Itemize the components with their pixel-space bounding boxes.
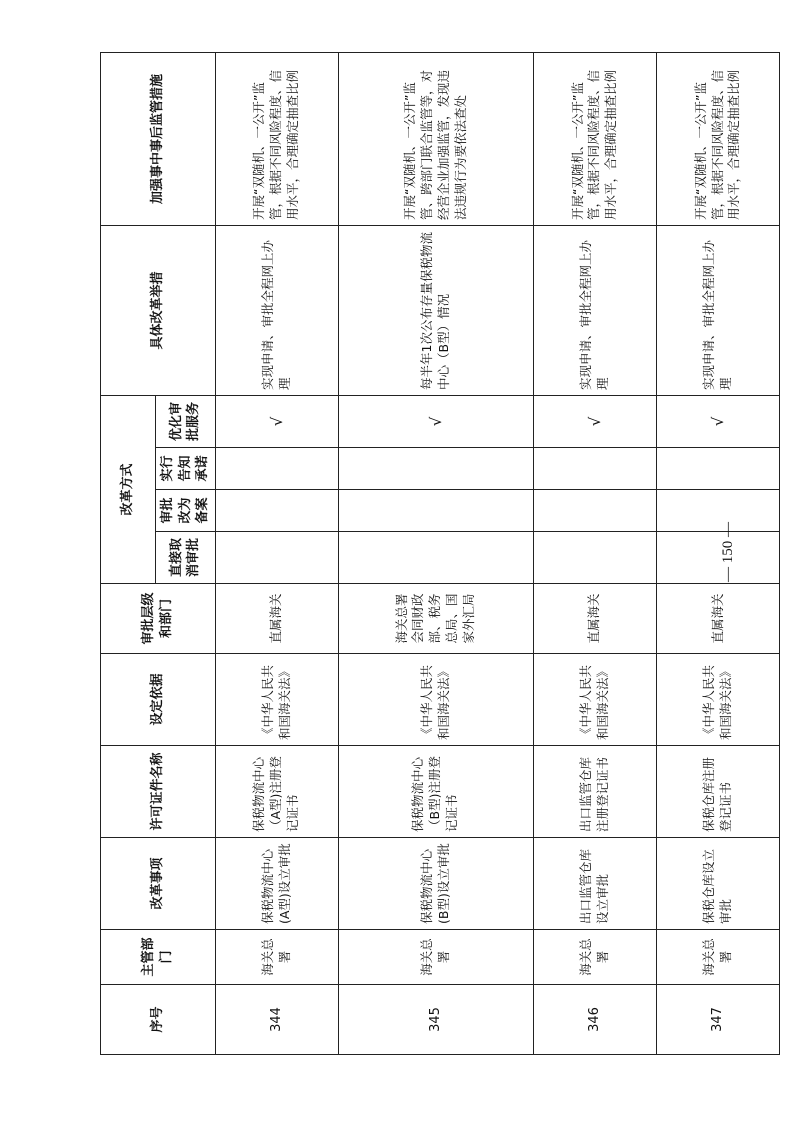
cell-license: 出口监管仓库注册登记证书 <box>533 746 656 838</box>
page-number: — 150 — <box>719 522 736 582</box>
cell-item: 保税仓库设立审批 <box>656 838 779 930</box>
check-mark: √ <box>215 395 338 447</box>
cell-seq: 347 <box>656 985 779 1055</box>
cell-dept: 海关总署 <box>656 930 779 985</box>
table-row <box>215 52 338 1054</box>
cell-commit <box>338 448 533 490</box>
cell-measures: 实现申请、审批全程网上办理 <box>215 225 338 395</box>
header-license: 许可证件名称 <box>101 746 216 838</box>
cell-level: 直属海关 <box>215 584 338 654</box>
cell-dept: 海关总署 <box>338 930 533 985</box>
cell-level: 直属海关 <box>656 584 779 654</box>
cell-commit <box>215 448 338 490</box>
cell-record <box>656 490 779 532</box>
cell-record <box>215 490 338 532</box>
cell-basis: 《中华人民共和国海关法》 <box>533 654 656 746</box>
cell-commit <box>656 448 779 490</box>
check-mark: √ <box>656 395 779 447</box>
header-level: 审批层级和部门 <box>101 584 216 654</box>
cell-cancel <box>533 532 656 584</box>
cell-dept: 海关总署 <box>533 930 656 985</box>
cell-level: 海关总署会同财政部、税务总局、国家外汇局 <box>338 584 533 654</box>
reform-table <box>100 52 780 1055</box>
header-dept: 主管部门 <box>101 930 216 985</box>
header-supervision: 加强事中事后监管措施 <box>101 52 216 225</box>
cell-seq: 346 <box>533 985 656 1055</box>
cell-license: 保税仓库注册登记证书 <box>656 746 779 838</box>
cell-supervision: 开展“双随机、一公开”监管，根据不同风险程度、信用水平，合理确定抽查比例 <box>656 52 779 225</box>
cell-seq: 345 <box>338 985 533 1055</box>
cell-seq: 344 <box>215 985 338 1055</box>
cell-license: 保税物流中心（A型)注册登记证书 <box>215 746 338 838</box>
cell-basis: 《中华人民共和国海关法》 <box>215 654 338 746</box>
cell-measures: 实现申请、审批全程网上办理 <box>533 225 656 395</box>
cell-measures: 实现申请、审批全程网上办理 <box>656 225 779 395</box>
header-basis: 设定依据 <box>101 654 216 746</box>
cell-item: 保税物流中心(A型)设立审批 <box>215 838 338 930</box>
table-row <box>533 52 656 1054</box>
cell-basis: 《中华人民共和国海关法》 <box>656 654 779 746</box>
header-record: 审批改为备案 <box>156 490 216 532</box>
rotated-page-content <box>100 55 780 1055</box>
header-cancel: 直接取消审批 <box>156 532 216 584</box>
table-row <box>338 52 533 1054</box>
check-mark: √ <box>533 395 656 447</box>
header-commit: 实行告知承诺 <box>156 448 216 490</box>
cell-record <box>338 490 533 532</box>
cell-supervision: 开展“双随机、一公开”监管、跨部门联合监管等，对经营企业加强监管，发现违法违规行为要依法查处 <box>338 52 533 225</box>
header-seq: 序号 <box>101 985 216 1055</box>
cell-item: 出口监管仓库设立审批 <box>533 838 656 930</box>
cell-basis: 《中华人民共和国海关法》 <box>338 654 533 746</box>
header-reform-group: 改革方式 <box>101 395 156 583</box>
cell-level: 直属海关 <box>533 584 656 654</box>
cell-supervision: 开展“双随机、一公开”监管，根据不同风险程度、信用水平，合理确定抽查比例 <box>533 52 656 225</box>
header-measures: 具体改革举措 <box>101 225 216 395</box>
header-optimize: 优化审批服务 <box>156 395 216 447</box>
cell-record <box>533 490 656 532</box>
cell-cancel <box>338 532 533 584</box>
cell-dept: 海关总署 <box>215 930 338 985</box>
cell-supervision: 开展“双随机、一公开”监管，根据不同风险程度、信用水平，合理确定抽查比例 <box>215 52 338 225</box>
cell-measures: 每半年1次公布存量保税物流中心（B型）情况 <box>338 225 533 395</box>
cell-item: 保税物流中心(B型)设立审批 <box>338 838 533 930</box>
cell-cancel <box>215 532 338 584</box>
cell-license: 保税物流中心（B型)注册登记证书 <box>338 746 533 838</box>
cell-commit <box>533 448 656 490</box>
check-mark: √ <box>338 395 533 447</box>
header-item: 改革事项 <box>101 838 216 930</box>
